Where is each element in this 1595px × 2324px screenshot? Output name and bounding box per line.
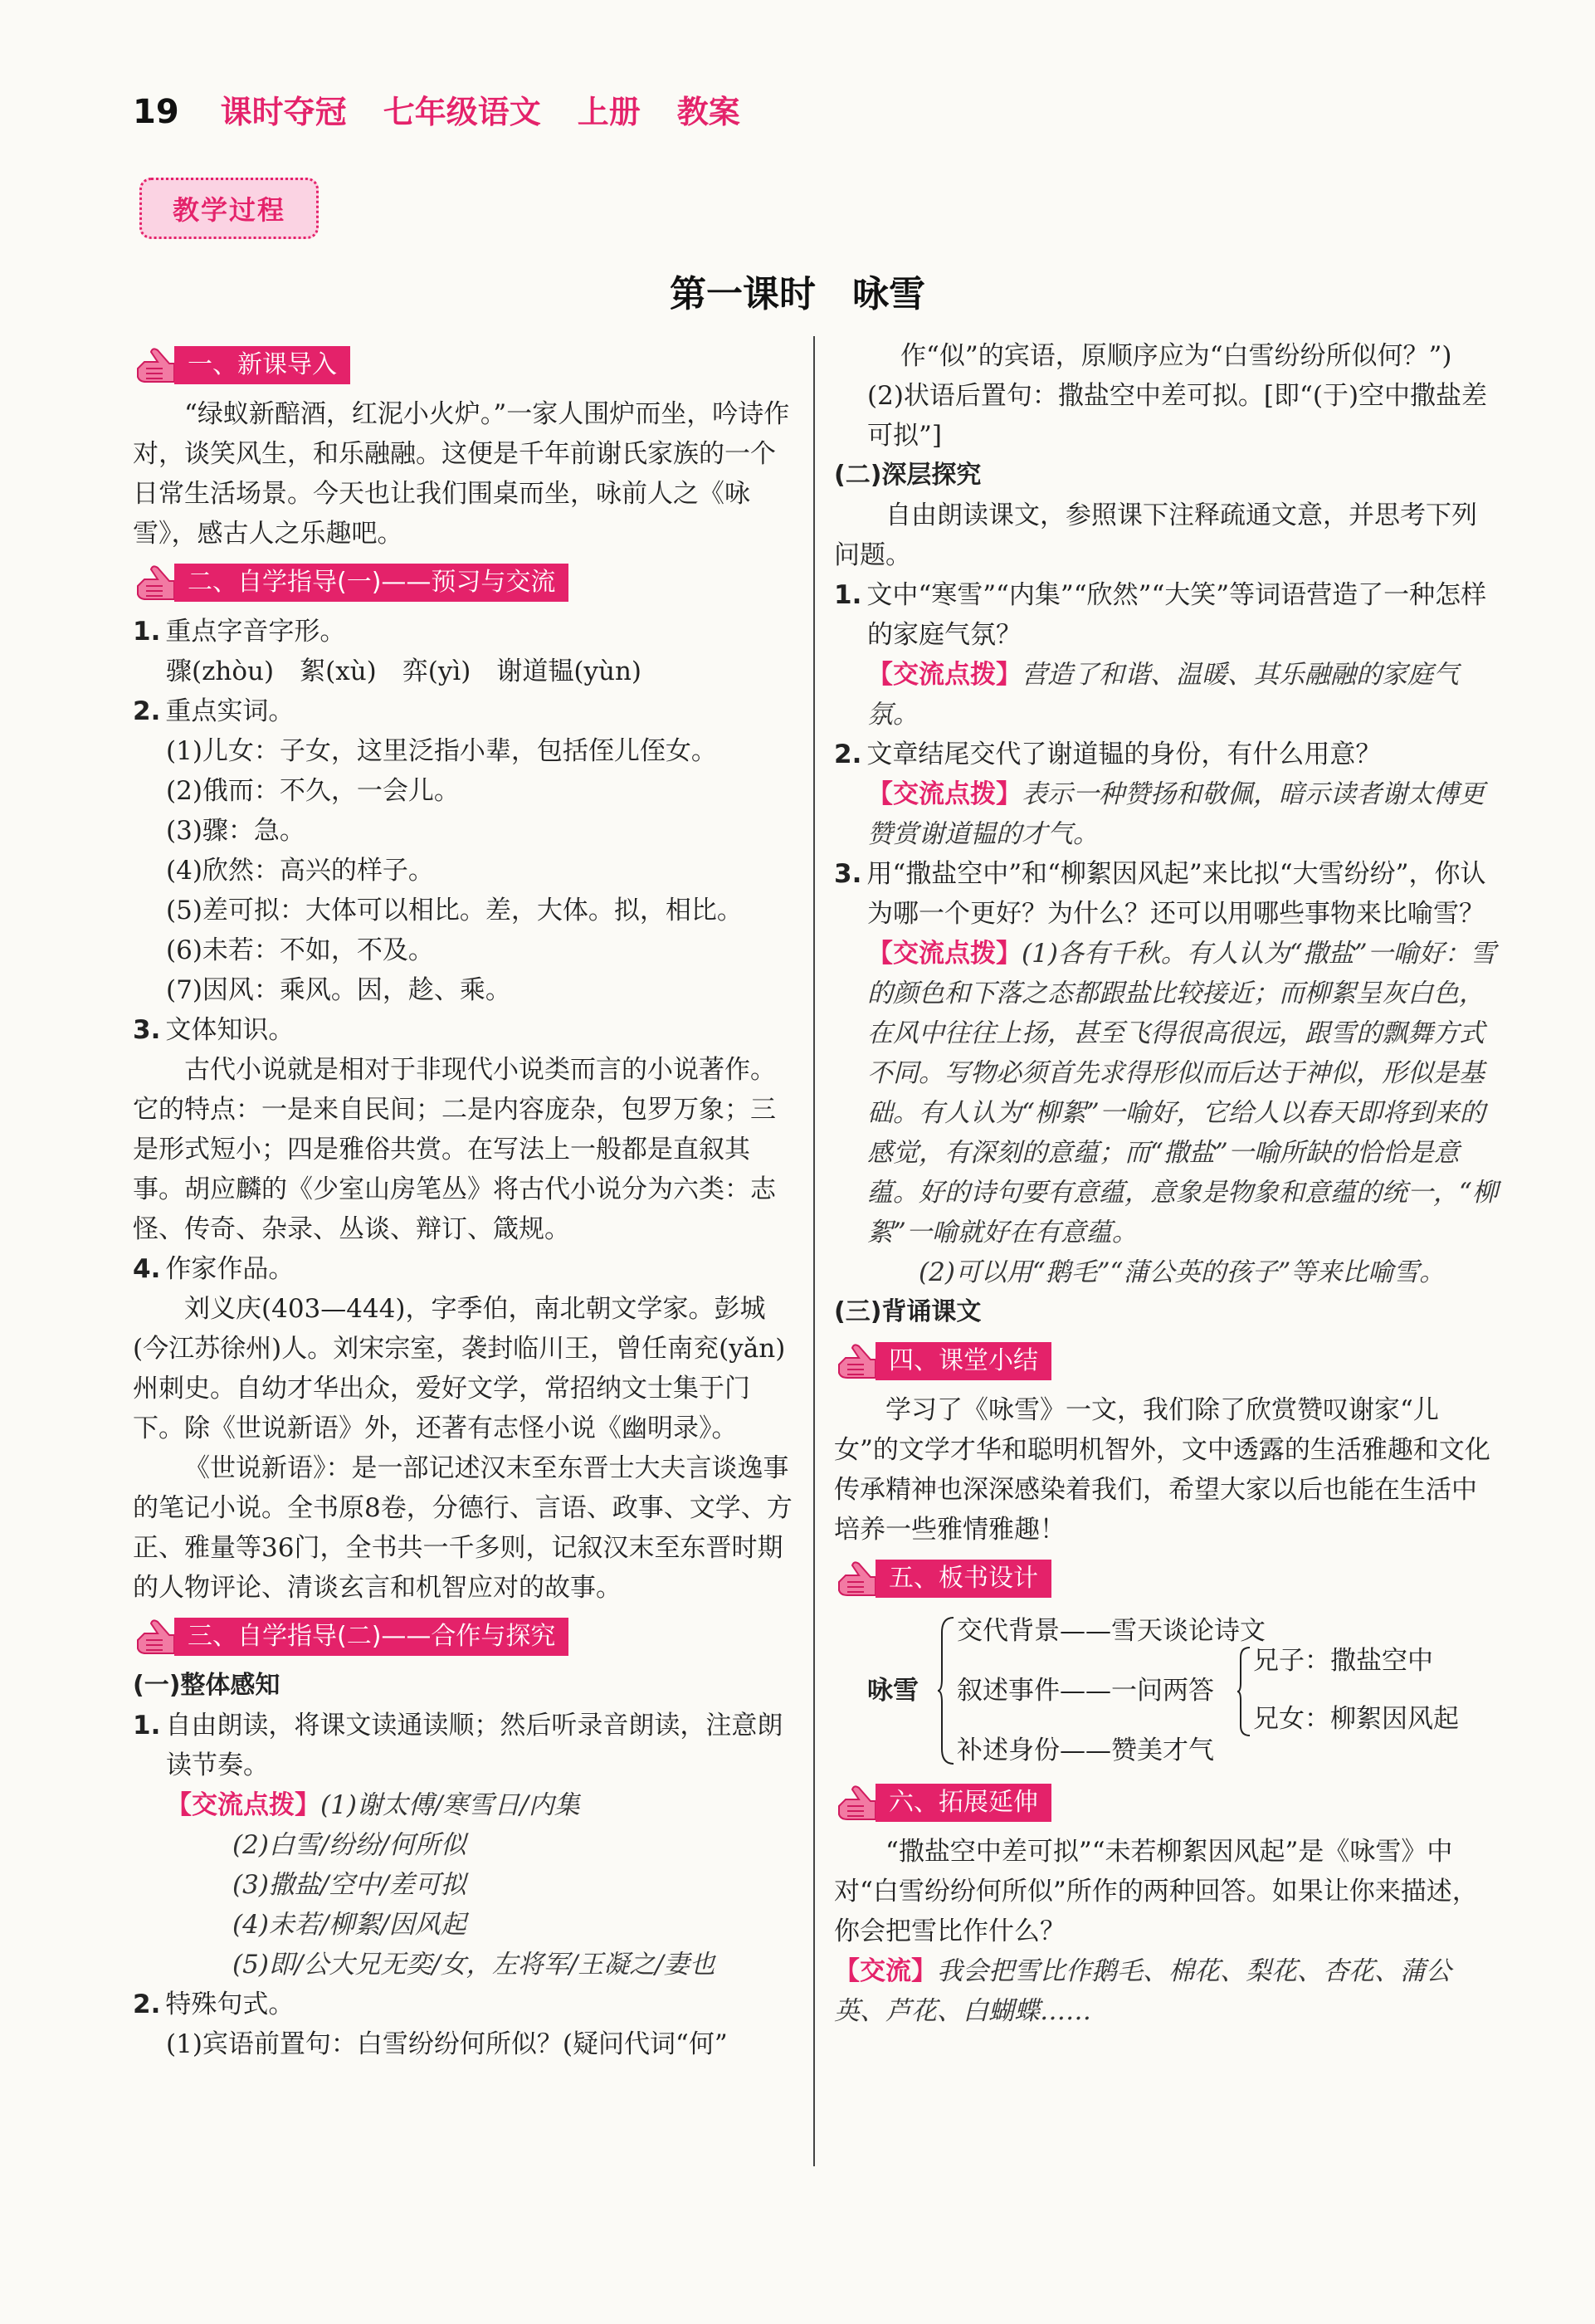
- answer-line: [834, 934, 1498, 1252]
- pronunciation-line: 骤(zhòu) 絮(xù) 弈(yì) 谢道韫(yùn): [166, 657, 641, 686]
- item-number: 1.: [133, 617, 161, 647]
- question-text: 文章结尾交代了谢道韫的身份，有什么用意？: [866, 740, 1382, 769]
- rhythm-line: (3)撒盐/空中/差可拟: [232, 1870, 466, 1900]
- item-text: 自由朗读，将课文读通读顺；然后听录音朗读，注意朗读节奏。: [165, 1711, 783, 1780]
- work-paragraph: 《世说新语》：是一部记述汉末至东晋士大夫言谈逸事的笔记小说。全书原8卷，分德行、言语、政事、文学、方正、雅量等36门，全书共一千多则，记叙汉末至东晋时期的人物评论、清谈玄言和机智应对的故事。: [133, 1453, 793, 1603]
- tip-tag: 【交流点拨】: [166, 1790, 320, 1820]
- list-item: [133, 1985, 797, 2024]
- pointing-hand-icon: [133, 344, 179, 387]
- item-title: 重点实词。: [165, 696, 295, 726]
- item-number: 2.: [133, 1990, 161, 2019]
- pointing-hand-icon: [834, 1781, 880, 1824]
- tip-tag: 【交流】: [834, 1956, 937, 1986]
- page-header: [133, 86, 777, 136]
- pointing-hand-icon: [133, 561, 179, 604]
- board-branch: 补述身份——赞美才气: [957, 1736, 1214, 1765]
- item-number: 3.: [133, 1015, 161, 1045]
- vocab-line: (6)未若：不如，不及。: [166, 935, 434, 965]
- continued-text: 作“似”的宾语，原顺序应为“白雪纷纷所似何？”): [900, 341, 1452, 371]
- right-column: [834, 336, 1498, 2031]
- book-volume: 上册: [577, 94, 641, 130]
- page-number: 19: [133, 93, 179, 131]
- column-divider: [813, 336, 815, 2166]
- vocab-line: (5)差可拟：大体可以相比。差，大体。拟，相比。: [166, 896, 743, 925]
- blackboard-design: [834, 1608, 1498, 1774]
- section-heading: [834, 1555, 1498, 1603]
- question-item: [834, 735, 1498, 774]
- vocab-line: (7)因风：乘风。因，趁、乘。: [166, 975, 511, 1005]
- teaching-process-label: 教学过程: [139, 178, 319, 239]
- sentence-pattern-line: (2)状语后置句：撒盐空中差可拟。[即“(于)空中撒盐差可拟”]: [867, 381, 1488, 451]
- lesson-title: 第一课时 咏雪: [670, 273, 925, 315]
- tip-tag: 【交流点拨】: [867, 939, 1022, 969]
- intro-paragraph: “绿蚁新醅酒，红泥小火炉。”一家人围炉而坐，吟诗作对，谈笑风生，和乐融融。这便是千年前谢氏家族的一个日常生活场景。今天也让我们围桌而坐，咏前人之《咏雪》，感古人之乐趣吧。: [133, 399, 790, 549]
- section-heading: [834, 1337, 1498, 1385]
- question-text: 用“撒盐空中”和“柳絮因风起”来比拟“大雪纷纷”，你认为哪一个更好？为什么？还可以用哪些事物来比喻雪？: [866, 859, 1486, 929]
- vocab-line: (2)俄而：不久，一会儿。: [166, 776, 460, 806]
- book-type: 教案: [676, 94, 740, 130]
- section-heading: [834, 1779, 1498, 1827]
- section-heading: [133, 341, 797, 389]
- tip-line: [133, 1785, 797, 1825]
- answer-text: 表示一种赞扬和敬佩，暗示读者谢太傅更赞赏谢道韫的才气。: [867, 779, 1485, 849]
- item-title: 作家作品。: [165, 1254, 295, 1284]
- item-number: 1.: [834, 580, 862, 610]
- list-item: [133, 1249, 797, 1289]
- board-sub-branch: 兄子：撒盐空中: [1253, 1646, 1433, 1676]
- board-main-title: 咏雪: [867, 1676, 919, 1706]
- item-title: 重点字音字形。: [165, 617, 346, 647]
- author-paragraph: 刘义庆(403—444)，字季伯，南北朝文学家。彭城(今江苏徐州)人。刘宋宗室，袭封临川王，曾任南兖(yǎn)州刺史。自幼才华出众，爱好文学，常招纳文士集于门下。除《世说新语》外，还著有志怪小说《幽明录》。: [133, 1294, 786, 1443]
- answer-text: (2)可以用“鹅毛”“蒲公英的孩子”等来比喻雪。: [919, 1257, 1446, 1287]
- item-number: 2.: [834, 740, 862, 769]
- vocab-line: (4)欣然：高兴的样子。: [166, 856, 434, 886]
- subsection-heading: (二)深层探究: [834, 461, 982, 490]
- vocab-line: (3)骤：急。: [166, 816, 305, 846]
- left-brace-icon: [937, 1616, 955, 1765]
- board-sub-branch: 兄女：柳絮因风起: [1253, 1704, 1459, 1734]
- sentence-pattern-line: (1)宾语前置句：白雪纷纷何所似？(疑问代词“何”: [166, 2029, 728, 2059]
- answer-line: [834, 655, 1498, 735]
- section-label: 一、新课导入: [174, 346, 350, 384]
- item-number: 2.: [133, 696, 161, 726]
- left-column: [133, 336, 797, 2064]
- tip-tag: 【交流点拨】: [867, 660, 1022, 690]
- item-title: 文体知识。: [165, 1015, 295, 1045]
- summary-paragraph: 学习了《咏雪》一文，我们除了欣赏赞叹谢家“儿女”的文学才华和聪明机智外，文中透露的生活雅趣和文化传承精神也深深感染着我们，希望大家以后也能在生活中培养一些雅情雅趣！: [834, 1395, 1490, 1545]
- item-number: 1.: [133, 1711, 161, 1741]
- vocab-line: (1)儿女：子女，这里泛指小辈，包括侄儿侄女。: [166, 736, 717, 766]
- board-branch: 交代背景——雪天谈论诗文: [957, 1616, 1266, 1646]
- answer-text: 营造了和谐、温暖、其乐融融的家庭气氛。: [867, 660, 1459, 730]
- section-label: 二、自学指导(一)——预习与交流: [174, 564, 568, 602]
- question-item: [834, 575, 1498, 655]
- list-item: [133, 691, 797, 731]
- answer-line: [834, 1951, 1498, 2031]
- rhythm-line: (4)未若/柳絮/因风起: [232, 1910, 466, 1940]
- section-heading: [133, 1613, 797, 1661]
- answer-text: 我会把雪比作鹅毛、棉花、梨花、杏花、蒲公英、芦花、白蝴蝶……: [834, 1956, 1451, 2026]
- rhythm-line: (2)白雪/纷纷/何所似: [232, 1830, 466, 1860]
- pointing-hand-icon: [834, 1557, 880, 1600]
- question-item: [834, 854, 1498, 934]
- subsection-heading: (一)整体感知: [133, 1671, 280, 1700]
- book-subject: 七年级语文: [383, 94, 541, 130]
- question-text: 文中“寒雪”“内集”“欣然”“大笑”等词语营造了一种怎样的家庭气氛？: [866, 580, 1487, 650]
- section-label: 六、拓展延伸: [876, 1784, 1051, 1822]
- answer-text: (1)各有千秋。有人认为“撒盐”一喻好：雪的颜色和下落之态都跟盐比较接近；而柳絮呈灰白色，在风中往往上扬，甚至飞得很高很远，跟雪的飘舞方式不同。写物必须首先求得形似而后达于神似，形似是基础。有人认为“柳絮”一喻好，它给人以春天即将到来的感觉，有深刻的意蕴；而“撒盐”一喻所缺的恰恰是意蕴。好的诗句要有意蕴，意象是物象和意蕴的统一，“柳絮”一喻就好在有意蕴。: [867, 939, 1498, 1247]
- pointing-hand-icon: [834, 1340, 880, 1383]
- list-item: [133, 1010, 797, 1050]
- section-heading: [133, 559, 797, 607]
- extension-paragraph: “撒盐空中差可拟”“未若柳絮因风起”是《咏雪》中对“白雪纷纷何所似”所作的两种回答。如果让你来描述，你会把雪比作什么？: [834, 1837, 1478, 1946]
- item-number: 4.: [133, 1254, 161, 1284]
- item-number: 3.: [834, 859, 862, 889]
- rhythm-line: (5)即/公大兄无奕/女，左将军/王凝之/妻也: [232, 1950, 715, 1980]
- list-item: [133, 612, 797, 652]
- section-label: 三、自学指导(二)——合作与探究: [174, 1618, 568, 1656]
- item-title: 特殊句式。: [165, 1990, 295, 2019]
- section-label: 五、板书设计: [876, 1560, 1051, 1598]
- list-item: [133, 1706, 797, 1785]
- section-label: 四、课堂小结: [876, 1342, 1051, 1380]
- left-brace-icon: [1236, 1646, 1251, 1737]
- pointing-hand-icon: [133, 1615, 179, 1658]
- book-series: 课时夺冠: [220, 94, 347, 130]
- subsection-heading: (三)背诵课文: [834, 1297, 982, 1326]
- board-branch: 叙述事件——一问两答: [957, 1676, 1214, 1706]
- tip-tag: 【交流点拨】: [867, 779, 1022, 809]
- instruction-paragraph: 自由朗读课文，参照课下注释疏通文意，并思考下列问题。: [834, 500, 1477, 570]
- answer-line: [834, 774, 1498, 854]
- rhythm-line: (1)谢太傅/寒雪日/内集: [320, 1790, 580, 1820]
- genre-paragraph: 古代小说就是相对于非现代小说类而言的小说著作。它的特点：一是来自民间；二是内容庞杂，包罗万象；三是形式短小；四是雅俗共赏。在写法上一般都是直叙其事。胡应麟的《少室山房笔丛》将古代小说分为六类：志怪、传奇、杂录、丛谈、辩订、箴规。: [133, 1055, 776, 1244]
